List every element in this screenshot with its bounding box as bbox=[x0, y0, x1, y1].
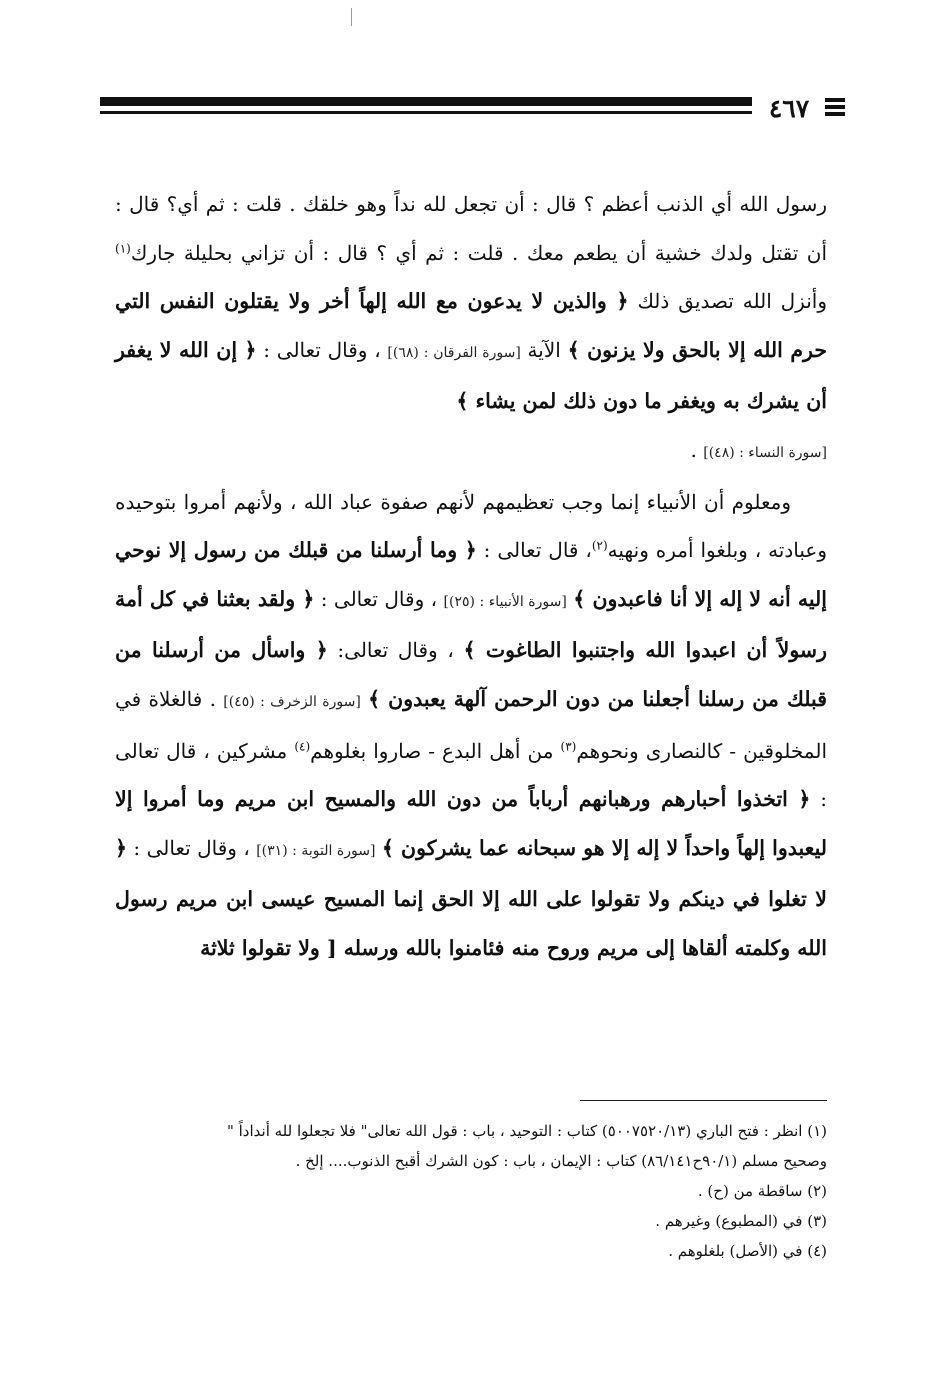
text-run: مشركين ، قال تعالى : bbox=[115, 738, 827, 812]
footnote-marker: (٤) bbox=[294, 738, 311, 753]
main-text bbox=[115, 180, 827, 973]
quran-verse: ﴿ واسأل من أرسلنا من قبلك من رسلنا أجعلنا من دون الرحمن آلهة يعبدون ﴾ bbox=[115, 638, 827, 711]
footnotes bbox=[88, 1116, 827, 1266]
quran-verse: ﴿ وما أرسلنا من قبلك من رسول إلا نوحي إليه أنه لا إله إلا أنا فاعبدون ﴾ bbox=[115, 538, 827, 611]
footnote-marker: (٢) bbox=[591, 538, 608, 553]
footnote-marker: (١) bbox=[115, 240, 131, 255]
footnote-separator bbox=[580, 1100, 827, 1101]
quran-verse: ﴿ لا تغلوا في دينكم ولا تقولوا على الله إلا الحق إنما المسيح عيسى ابن مريم رسول الله وكلمته ألقاها إلى مريم وروح منه فئامنوا بالله ورسله [ ولا تقولوا ثلاثة bbox=[115, 835, 827, 960]
footnote-1: (١) انظر : فتح الباري (٥٠٠٧٥٢٠/١٣) كتاب : التوحيد ، باب : قول الله تعالى" فلا تجعلوا لله أنداداً " bbox=[226, 1122, 827, 1140]
page-number-ornament bbox=[825, 98, 845, 119]
text-run: ، وقال تعالى : bbox=[256, 337, 388, 362]
text-run: رسول الله أي الذنب أعظم ؟ قال : أن تجعل لله نداً وهو خلقك . قلت : ثم أي؟ قال : أن تقتل ولدك خشية أن يطعم معك . قلت : ثم أي ؟ قال : أن تزاني بحليلة جارك bbox=[115, 192, 827, 265]
footnote-1-continued: وصحيح مسلم (٩٠/١ح٨٦/١٤١) كتاب : الإيمان ، باب : كون الشرك أقبح الذنوب.... إلخ . bbox=[295, 1152, 827, 1170]
text-run: ، وقال تعالى : bbox=[314, 586, 444, 611]
surah-reference: [سورة النساء : (٤٨)] bbox=[703, 444, 827, 461]
text-run: . bbox=[690, 437, 704, 462]
text-run: من أهل البدع - صاروا بغلوهم bbox=[310, 738, 561, 763]
text-run: ، قال تعالى : bbox=[476, 538, 592, 563]
surah-reference: [سورة الزخرف : (٤٥)] bbox=[223, 693, 361, 710]
quran-verse: ﴿ ولقد بعثنا في كل أمة رسولاً أن اعبدوا الله واجتنبوا الطاغوت ﴾ bbox=[115, 586, 827, 663]
page-number: ٤٦٧ bbox=[768, 94, 810, 123]
surah-reference: [سورة الفرقان : (٦٨)] bbox=[387, 344, 521, 361]
paragraph-1 bbox=[115, 180, 827, 478]
text-run: ومعلوم أن الأنبياء إنما وجب تعظيمهم لأنهم صفوة عباد الله ، ولأنهم أمروا بتوحيده وعبادته ، وبلغوا أمره ونهيه bbox=[115, 489, 827, 563]
quran-verse: ﴿ اتخذوا أحبارهم ورهبانهم أرباباً من دون الله والمسيح ابن مريم وما أمروا إلا ليعبدوا إلهاً واحداً لا إله إلا هو سبحانه عما يشركون ﴾ bbox=[115, 787, 827, 860]
header-rule bbox=[100, 97, 752, 114]
text-run: . فالغلاة في المخلوقين - كالنصارى ونحوهم bbox=[115, 686, 828, 763]
paragraph-2 bbox=[115, 478, 827, 973]
surah-reference: [سورة الأنبياء : (٢٥)] bbox=[443, 593, 567, 610]
text-run: وأنزل الله تصديق ذلك bbox=[637, 289, 827, 314]
footnote-2: (٢) ساقطة من (ح) . bbox=[697, 1182, 827, 1200]
footnote-3: (٣) في (المطبوع) وغيرهم . bbox=[655, 1212, 827, 1230]
quran-verse: ﴿ إن الله لا يغفر أن يشرك به ويغفر ما دون ذلك لمن يشاء ﴾ bbox=[115, 337, 827, 414]
text-run: ، وقال تعالى : bbox=[127, 835, 257, 860]
surah-reference: [سورة التوبة : (٣١)] bbox=[256, 842, 376, 859]
quran-verse: ﴿ والذين لا يدعون مع الله إلهاً أخر ولا يقتلون النفس التي حرم الله إلا بالحق ولا يزنون ﴾ bbox=[115, 289, 827, 362]
text-run: ، وقال تعالى: bbox=[327, 638, 464, 663]
scan-mark bbox=[351, 8, 352, 26]
footnote-marker: (٣) bbox=[560, 738, 577, 753]
footnote-4: (٤) في (الأصل) بلغلوهم . bbox=[668, 1242, 827, 1260]
text-run: الآية bbox=[520, 337, 568, 362]
